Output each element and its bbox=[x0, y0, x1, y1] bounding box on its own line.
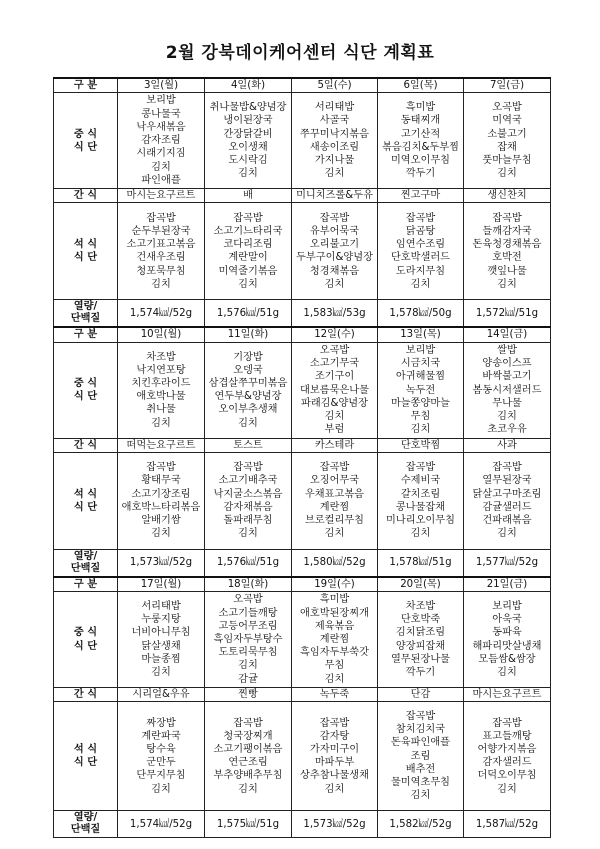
menu-item: 김치 bbox=[497, 410, 517, 422]
menu-item: 미역국 bbox=[492, 115, 522, 127]
menu-item: 연근조림 bbox=[228, 757, 268, 769]
dinner-menu-cell bbox=[118, 702, 205, 811]
menu-item: 건파래볶음 bbox=[482, 515, 532, 527]
menu-item: 돌파래무침 bbox=[223, 515, 273, 527]
menu-item: 잡곡밥 bbox=[405, 462, 436, 474]
menu-item: 차조밥 bbox=[146, 351, 176, 363]
day-header: 20일(목) bbox=[378, 577, 464, 592]
snack-row bbox=[54, 189, 551, 203]
menu-item: 잡곡밥 bbox=[233, 717, 263, 729]
dinner-menu-cell bbox=[205, 452, 292, 549]
dinner-menu-cell bbox=[292, 452, 378, 549]
lunch-menu-cell bbox=[378, 592, 464, 688]
menu-item: 김치 bbox=[324, 168, 345, 180]
menu-item: 김치 bbox=[324, 410, 345, 422]
meal-plan-table bbox=[53, 77, 551, 838]
nutrition-cell: 1,582㎉/52g bbox=[378, 811, 464, 838]
menu-item: 김치 bbox=[324, 528, 345, 540]
menu-item: 취나물밥&양념장 bbox=[209, 102, 287, 114]
menu-item: 잡곡밥 bbox=[233, 212, 263, 224]
menu-item: 미역줄기볶음 bbox=[218, 265, 278, 277]
menu-item: 서리태밥 bbox=[314, 102, 355, 114]
snack-cell: 미니치즈롤&두유 bbox=[292, 189, 378, 203]
dinner-menu-cell bbox=[205, 203, 292, 300]
nutrition-cell: 1,583㎉/53g bbox=[292, 300, 378, 328]
nutrition-cell: 1,573㎉/52g bbox=[118, 549, 205, 577]
menu-item: 오이부추생채 bbox=[218, 404, 278, 416]
day-header: 7일(금) bbox=[464, 78, 551, 93]
menu-item: 가자미구이 bbox=[309, 744, 360, 756]
day-header: 10일(월) bbox=[118, 327, 205, 342]
dinner-label: 석 식 식 단 bbox=[54, 203, 118, 300]
lunch-row bbox=[54, 592, 551, 688]
menu-item: 김치 bbox=[324, 673, 345, 685]
lunch-menu-cell bbox=[292, 592, 378, 688]
menu-item: 잡곡밥 bbox=[492, 717, 522, 729]
menu-item: 닭살생채 bbox=[141, 640, 181, 652]
snack-label: 간 식 bbox=[54, 189, 118, 203]
menu-item: 바싹불고기 bbox=[482, 371, 532, 383]
menu-item: 열무된장국 bbox=[482, 475, 532, 487]
menu-item: 대보름묵은나물 bbox=[300, 384, 369, 396]
menu-item: 김치 bbox=[151, 783, 171, 795]
dinner-label: 석 식 식 단 bbox=[54, 702, 118, 811]
menu-item: 쭈꾸미낙지볶음 bbox=[300, 128, 369, 140]
menu-item: 들깨감자국 bbox=[482, 226, 532, 237]
menu-item: 물미역초무침 bbox=[390, 777, 451, 789]
menu-item: 미역오이무침 bbox=[390, 154, 451, 166]
dinner-menu-cell bbox=[464, 203, 551, 300]
menu-item: 황태무국 bbox=[141, 475, 181, 487]
menu-item: 삼겹살쭈꾸미볶음 bbox=[208, 377, 288, 389]
nutrition-label: 열량/ 단백질 bbox=[54, 811, 118, 838]
menu-item: 취나물 bbox=[146, 404, 176, 416]
page-title: 2월 강북데이케어센터 식단 계획표 bbox=[165, 43, 435, 63]
dinner-menu-cell bbox=[118, 452, 205, 549]
header-label: 구 분 bbox=[54, 577, 118, 592]
nutrition-cell: 1,577㎉/52g bbox=[464, 549, 551, 577]
snack-cell: 생신찬치 bbox=[464, 189, 551, 203]
menu-item: 가지나물 bbox=[314, 154, 355, 166]
day-header: 5일(수) bbox=[292, 78, 378, 93]
menu-item: 깻잎나물 bbox=[487, 265, 527, 277]
menu-item: 계란말이 bbox=[228, 252, 268, 264]
menu-item: 새송이조림 bbox=[309, 141, 360, 153]
menu-item: 김치 bbox=[324, 783, 345, 795]
header-label: 구 분 bbox=[54, 78, 118, 93]
menu-item: 닭곰탕 bbox=[405, 226, 436, 237]
menu-item: 단무지무침 bbox=[136, 770, 186, 782]
menu-item: 도라지무침 bbox=[395, 265, 446, 277]
header-label: 구 분 bbox=[54, 327, 118, 342]
snack-cell: 찐고구마 bbox=[378, 189, 464, 203]
lunch-menu-cell bbox=[118, 592, 205, 688]
lunch-menu-cell bbox=[378, 342, 464, 438]
dinner-menu-cell bbox=[378, 452, 464, 549]
menu-item: 낙우새볶음 bbox=[136, 121, 186, 133]
day-header: 4일(화) bbox=[205, 78, 292, 93]
menu-item: 계란찜 bbox=[319, 501, 350, 513]
snack-row bbox=[54, 438, 551, 452]
lunch-menu-cell bbox=[118, 342, 205, 438]
nutrition-label: 열량/ 단백질 bbox=[54, 549, 118, 577]
lunch-menu-cell bbox=[292, 93, 378, 189]
menu-item: 감자조림 bbox=[141, 135, 181, 147]
menu-item: 김치 bbox=[151, 666, 171, 678]
dinner-menu-cell bbox=[378, 203, 464, 300]
day-header: 12일(수) bbox=[292, 327, 378, 342]
lunch-menu-cell bbox=[292, 342, 378, 438]
menu-item: 브로컬리무침 bbox=[304, 515, 365, 527]
menu-item: 갈치조림 bbox=[400, 488, 441, 500]
menu-item: 유부어묵국 bbox=[309, 226, 360, 237]
menu-item: 조기구이 bbox=[314, 371, 355, 383]
menu-item: 김치 bbox=[238, 417, 258, 429]
menu-item: 오곡밥 bbox=[233, 594, 263, 606]
dinner-menu-cell bbox=[464, 452, 551, 549]
menu-item: 애호박나물 bbox=[136, 391, 186, 403]
menu-item: 보리밥 bbox=[405, 344, 436, 356]
snack-cell: 토스트 bbox=[205, 438, 292, 452]
lunch-row bbox=[54, 93, 551, 189]
menu-item: 김치 bbox=[410, 424, 431, 436]
menu-item: 연두부&양념장 bbox=[214, 391, 282, 403]
menu-item: 김치 bbox=[238, 168, 258, 180]
menu-item: 소고기들깨탕 bbox=[218, 607, 278, 619]
menu-item: 김치 bbox=[151, 417, 171, 429]
menu-item: 김치 bbox=[497, 528, 517, 540]
menu-item: 김치 bbox=[497, 666, 517, 678]
menu-item: 기장밥 bbox=[233, 351, 263, 363]
menu-item: 낙지연포탕 bbox=[136, 364, 186, 376]
menu-item: 감귤샐러드 bbox=[482, 501, 532, 513]
snack-cell: 카스테라 bbox=[292, 438, 378, 452]
day-header: 13일(목) bbox=[378, 327, 464, 342]
menu-item: 잡곡밥 bbox=[405, 711, 436, 722]
menu-item: 모듬쌈&쌈장 bbox=[478, 653, 536, 665]
menu-item: 마늘쫑양마늘 bbox=[390, 397, 451, 409]
menu-item: 참치김치국 bbox=[395, 724, 446, 736]
lunch-menu-cell bbox=[205, 592, 292, 688]
lunch-row bbox=[54, 342, 551, 438]
menu-item: 건새우조림 bbox=[136, 252, 186, 264]
menu-item: 치킨후라이드 bbox=[131, 377, 191, 389]
dinner-menu-cell bbox=[205, 702, 292, 811]
day-header: 18일(화) bbox=[205, 577, 292, 592]
menu-item: 파인애플 bbox=[141, 174, 181, 186]
menu-item: 임연수조림 bbox=[395, 239, 446, 251]
menu-item: 파래김&양념장 bbox=[301, 397, 368, 409]
dinner-row bbox=[54, 203, 551, 300]
nutrition-cell: 1,576㎉/51g bbox=[205, 549, 292, 577]
menu-item: 김치 bbox=[497, 783, 517, 795]
menu-item: 무침 bbox=[324, 660, 345, 672]
menu-item: 짜장밥 bbox=[146, 717, 176, 729]
menu-item: 마파두부 bbox=[314, 757, 355, 769]
menu-item: 돈육파인애플 bbox=[390, 737, 451, 749]
dinner-label: 석 식 식 단 bbox=[54, 452, 118, 549]
menu-item: 동파육 bbox=[492, 627, 522, 639]
menu-item: 잡곡밥 bbox=[405, 212, 436, 224]
menu-item: 도토리묵무침 bbox=[218, 647, 278, 659]
menu-item: 소고기느타리국 bbox=[213, 226, 283, 237]
snack-row bbox=[54, 688, 551, 702]
snack-cell: 단감 bbox=[378, 688, 464, 702]
menu-item: 김치 bbox=[238, 278, 258, 290]
menu-item: 청포묵무침 bbox=[136, 265, 186, 277]
menu-item: 오리불고기 bbox=[309, 239, 360, 251]
day-header: 14일(금) bbox=[464, 327, 551, 342]
dinner-menu-cell bbox=[378, 702, 464, 811]
menu-item: 부럼 bbox=[324, 424, 345, 436]
menu-item: 제육볶음 bbox=[314, 620, 355, 632]
snack-cell: 시리얼&우유 bbox=[118, 688, 205, 702]
menu-item: 잡곡밥 bbox=[319, 717, 350, 729]
menu-item: 소불고기 bbox=[487, 128, 527, 140]
menu-item: 김치 bbox=[238, 660, 258, 672]
menu-item: 잡채 bbox=[497, 141, 517, 153]
nutrition-cell: 1,578㎉/50g bbox=[378, 300, 464, 328]
lunch-label: 중 식 식 단 bbox=[54, 93, 118, 189]
menu-item: 김치 bbox=[324, 278, 345, 290]
menu-item: 두부구이&양념장 bbox=[296, 252, 373, 264]
menu-item: 김치 bbox=[410, 528, 431, 540]
menu-item: 깍두기 bbox=[405, 666, 436, 678]
menu-item: 감자채볶음 bbox=[223, 501, 273, 513]
menu-item: 잡곡밥 bbox=[492, 212, 522, 224]
menu-item: 배추전 bbox=[405, 763, 436, 775]
menu-item: 오곡밥 bbox=[319, 344, 350, 356]
lunch-menu-cell bbox=[464, 592, 551, 688]
lunch-menu-cell bbox=[205, 342, 292, 438]
menu-item: 김치 bbox=[410, 790, 431, 802]
menu-item: 알배기쌈 bbox=[141, 515, 181, 527]
menu-item: 오뎅국 bbox=[233, 364, 263, 376]
menu-item: 고기산적 bbox=[400, 128, 441, 140]
snack-cell: 단호박찜 bbox=[378, 438, 464, 452]
menu-item: 잡곡밥 bbox=[146, 462, 176, 474]
snack-cell: 사과 bbox=[464, 438, 551, 452]
nutrition-cell: 1,578㎉/51g bbox=[378, 549, 464, 577]
menu-item: 청경채볶음 bbox=[309, 265, 360, 277]
menu-item: 아욱국 bbox=[492, 614, 522, 626]
lunch-menu-cell bbox=[464, 93, 551, 189]
nutrition-cell: 1,580㎉/52g bbox=[292, 549, 378, 577]
lunch-label: 중 식 식 단 bbox=[54, 592, 118, 688]
menu-item: 수제비국 bbox=[400, 475, 441, 487]
menu-item: 김치닭조림 bbox=[395, 627, 446, 639]
lunch-menu-cell bbox=[118, 93, 205, 189]
menu-item: 감귤 bbox=[238, 673, 258, 685]
nutrition-label: 열량/ 단백질 bbox=[54, 300, 118, 328]
menu-item: 소고기배추국 bbox=[218, 475, 278, 487]
menu-item: 흑임자두부탕수 bbox=[213, 633, 283, 645]
nutrition-cell: 1,574㎉/52g bbox=[118, 811, 205, 838]
dinner-menu-cell bbox=[464, 702, 551, 811]
menu-item: 누룽지탕 bbox=[141, 614, 181, 626]
menu-item: 상추참나물생채 bbox=[300, 770, 369, 782]
nutrition-cell: 1,576㎉/51g bbox=[205, 300, 292, 328]
snack-cell: 마시는요구르트 bbox=[464, 688, 551, 702]
menu-item: 김치 bbox=[410, 278, 431, 290]
menu-item: 더덕오이무침 bbox=[477, 770, 537, 782]
menu-item: 오곡밥 bbox=[492, 102, 522, 114]
nutrition-row bbox=[54, 549, 551, 577]
dinner-menu-cell bbox=[292, 203, 378, 300]
dinner-row bbox=[54, 702, 551, 811]
menu-item: 소고기표고볶음 bbox=[126, 239, 196, 251]
nutrition-cell: 1,573㎉/52g bbox=[292, 811, 378, 838]
dinner-menu-cell bbox=[118, 203, 205, 300]
snack-label: 간 식 bbox=[54, 688, 118, 702]
day-header: 17일(월) bbox=[118, 577, 205, 592]
menu-item: 소고기장조림 bbox=[131, 488, 191, 500]
snack-cell: 배 bbox=[205, 189, 292, 203]
nutrition-cell: 1,574㎉/52g bbox=[118, 300, 205, 328]
menu-item: 쌀밥 bbox=[497, 344, 517, 356]
menu-item: 단호박죽 bbox=[400, 614, 441, 626]
menu-item: 부추양배추무침 bbox=[213, 770, 283, 782]
menu-item: 시금치국 bbox=[400, 358, 441, 370]
menu-item: 김치 bbox=[151, 161, 171, 173]
snack-cell: 찐빵 bbox=[205, 688, 292, 702]
dinner-menu-cell bbox=[292, 702, 378, 811]
menu-item: 보리밥 bbox=[146, 95, 176, 107]
menu-item: 돈육청경채볶음 bbox=[472, 239, 542, 251]
menu-item: 김치 bbox=[497, 278, 517, 290]
header-row bbox=[54, 327, 551, 342]
menu-item: 볶음김치&두부찜 bbox=[382, 141, 459, 153]
menu-item: 양장피잡채 bbox=[395, 640, 446, 652]
nutrition-cell: 1,587㎉/52g bbox=[464, 811, 551, 838]
menu-item: 아귀해물찜 bbox=[395, 371, 446, 383]
lunch-menu-cell bbox=[205, 93, 292, 189]
menu-item: 콩나물국 bbox=[141, 108, 181, 120]
day-header: 21일(금) bbox=[464, 577, 551, 592]
menu-item: 낙지굴소스볶음 bbox=[213, 488, 283, 500]
menu-item: 잡곡밥 bbox=[146, 212, 176, 224]
menu-item: 오징어무국 bbox=[309, 475, 360, 487]
snack-cell: 마시는요구르트 bbox=[118, 189, 205, 203]
menu-item: 흑미밥 bbox=[319, 594, 350, 606]
dinner-row bbox=[54, 452, 551, 549]
nutrition-cell: 1,575㎉/51g bbox=[205, 811, 292, 838]
menu-item: 청국장찌개 bbox=[223, 730, 273, 742]
menu-item: 고등어무조림 bbox=[218, 620, 278, 632]
menu-item: 애호박된장찌개 bbox=[300, 607, 369, 619]
nutrition-cell: 1,572㎉/51g bbox=[464, 300, 551, 328]
menu-item: 계란파국 bbox=[141, 730, 181, 742]
menu-item: 풋마늘무침 bbox=[482, 154, 532, 166]
day-header: 6일(목) bbox=[378, 78, 464, 93]
menu-item: 닭살고구마조림 bbox=[472, 488, 542, 500]
menu-item: 무나물 bbox=[492, 397, 522, 409]
menu-item: 해파리맛살냉채 bbox=[472, 640, 542, 652]
menu-item: 차조밥 bbox=[405, 600, 436, 612]
lunch-menu-cell bbox=[378, 93, 464, 189]
menu-item: 흑미밥 bbox=[405, 102, 436, 114]
menu-item: 탕수육 bbox=[146, 744, 176, 756]
day-header: 19일(수) bbox=[292, 577, 378, 592]
menu-item: 초코우유 bbox=[487, 424, 527, 436]
menu-item: 너비아니무침 bbox=[131, 627, 191, 639]
menu-item: 김치 bbox=[151, 278, 171, 290]
menu-item: 코다리조림 bbox=[223, 239, 273, 251]
menu-item: 무침 bbox=[410, 410, 431, 422]
menu-item: 순두부된장국 bbox=[131, 226, 191, 237]
menu-item: 우채표고볶음 bbox=[304, 488, 365, 500]
day-header: 3일(월) bbox=[118, 78, 205, 93]
menu-item: 흑임자두부쑥갓 bbox=[300, 647, 369, 659]
lunch-menu-cell bbox=[464, 342, 551, 438]
menu-item: 콩나물잡채 bbox=[395, 501, 446, 513]
menu-item: 시래기지짐 bbox=[136, 148, 186, 160]
menu-item: 잡곡밥 bbox=[233, 462, 263, 474]
menu-item: 잡곡밥 bbox=[319, 462, 350, 474]
menu-item: 잡곡밥 bbox=[319, 212, 350, 224]
menu-item: 도시락김 bbox=[228, 154, 268, 166]
menu-item: 어향가지볶음 bbox=[477, 744, 537, 756]
menu-item: 조림 bbox=[410, 750, 431, 762]
lunch-label: 중 식 식 단 bbox=[54, 342, 118, 438]
menu-item: 보리밥 bbox=[492, 600, 522, 612]
menu-item: 감자탕 bbox=[319, 730, 350, 742]
menu-item: 마늘종찜 bbox=[141, 653, 181, 665]
day-header: 11일(화) bbox=[205, 327, 292, 342]
menu-item: 동태찌개 bbox=[400, 115, 441, 127]
menu-item: 간장닭갈비 bbox=[223, 128, 273, 140]
menu-item: 열무된장나물 bbox=[390, 653, 451, 665]
menu-item: 김치 bbox=[497, 168, 517, 180]
menu-item: 단호박샐러드 bbox=[390, 252, 451, 264]
menu-item: 냉이된장국 bbox=[223, 115, 273, 127]
menu-item: 녹두전 bbox=[405, 384, 436, 396]
menu-item: 깍두기 bbox=[405, 168, 436, 180]
menu-item: 김치 bbox=[151, 528, 171, 540]
menu-item: 호박전 bbox=[492, 252, 522, 264]
snack-cell: 떠먹는요구르트 bbox=[118, 438, 205, 452]
menu-item: 양송이스프 bbox=[482, 358, 532, 370]
menu-item: 군만두 bbox=[146, 757, 176, 769]
menu-item: 사골국 bbox=[319, 115, 350, 127]
snack-cell: 녹두죽 bbox=[292, 688, 378, 702]
header-row bbox=[54, 78, 551, 93]
menu-item: 애호박느타리볶음 bbox=[121, 501, 201, 513]
menu-item: 오이생채 bbox=[228, 141, 268, 153]
menu-item: 잡곡밥 bbox=[492, 462, 522, 474]
menu-item: 김치 bbox=[238, 783, 258, 795]
menu-item: 김치 bbox=[238, 528, 258, 540]
nutrition-row bbox=[54, 300, 551, 328]
menu-item: 소고기무국 bbox=[309, 358, 360, 370]
menu-item: 감자샐러드 bbox=[482, 757, 532, 769]
menu-item: 서리태밥 bbox=[141, 600, 181, 612]
menu-item: 미나리오이무침 bbox=[386, 515, 455, 527]
snack-label: 간 식 bbox=[54, 438, 118, 452]
menu-item: 봄동시저샐러드 bbox=[472, 384, 542, 396]
nutrition-row bbox=[54, 811, 551, 838]
menu-item: 표고들깨탕 bbox=[482, 730, 532, 742]
header-row bbox=[54, 577, 551, 592]
menu-item: 계란찜 bbox=[319, 633, 350, 645]
menu-item: 소고기팽이볶음 bbox=[213, 744, 283, 756]
